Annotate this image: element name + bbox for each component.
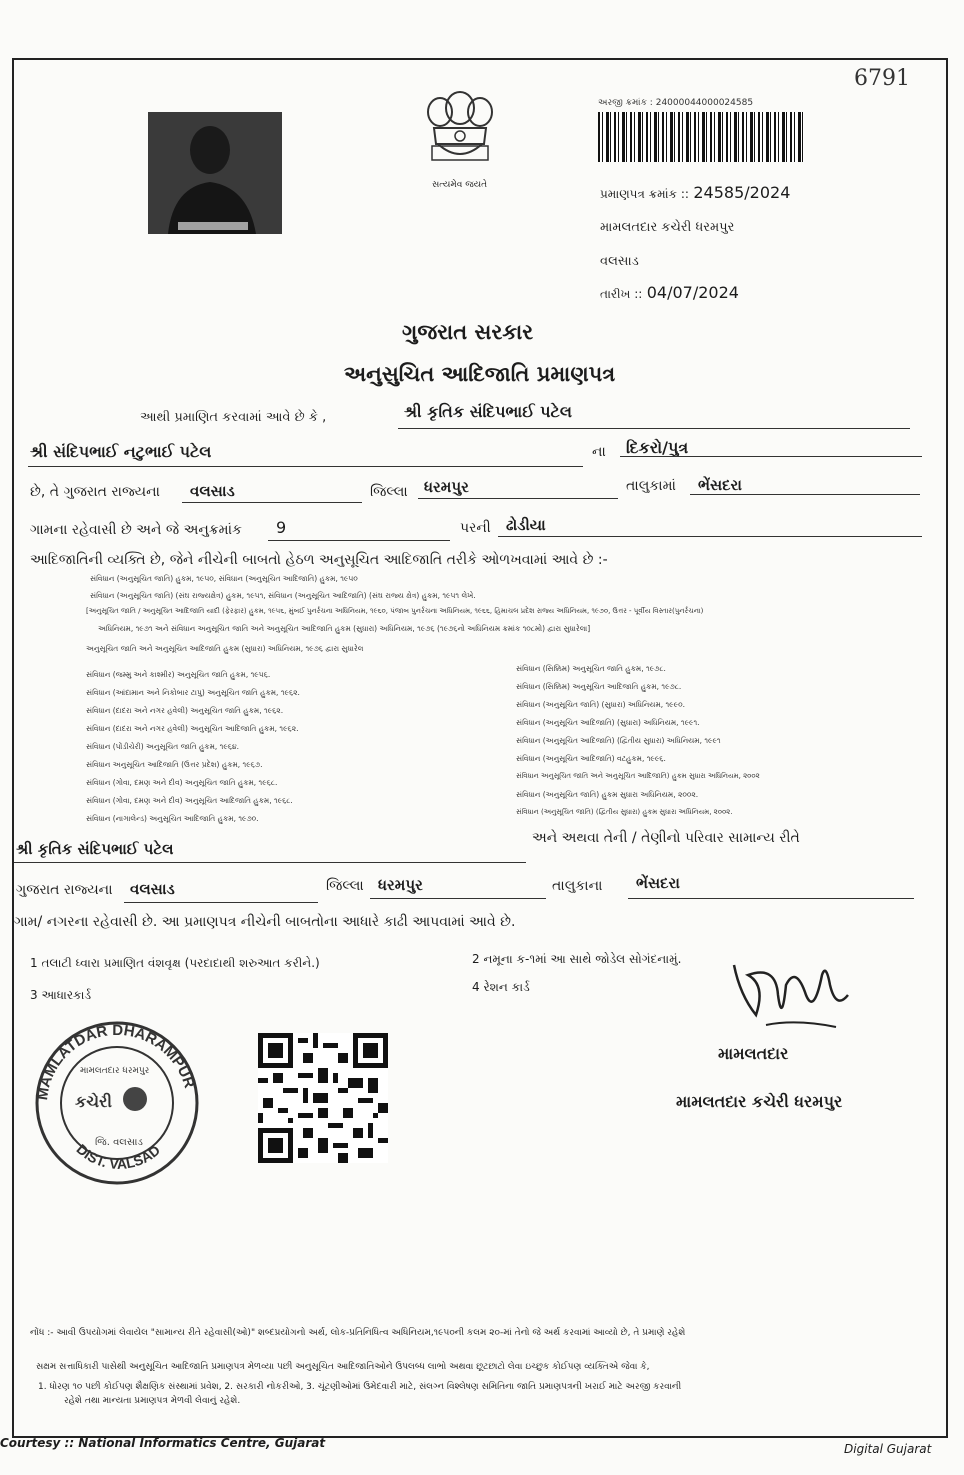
on-label: પરની <box>460 520 491 536</box>
underline <box>418 498 618 499</box>
header-district: વલસાડ <box>600 254 639 269</box>
government-title: ગુજરાત સરકાર <box>402 320 534 344</box>
order-line: સંવિધાન (અનુસૂચિત જાતિ) (સંઘ રાજ્યક્ષેત્ર) હુકમ, ૧૯૫૧, સંવિધાન (અનુસૂચિત આદિજાતિ) (સંઘ રાજ્ય ક્ષેત્ર) હુકમ, ૧૯૫૧ લેખે. <box>90 591 476 600</box>
document-item: 3 આધારકાર્ડ <box>30 988 92 1002</box>
seal-outer-text: MAMLATDAR DHARAMPUR <box>34 1021 198 1102</box>
certificate-title: અનુસુચિત આદિજાતિ પ્રમાણપત્ર <box>344 362 616 386</box>
underline <box>370 898 546 899</box>
order-right: સંવિધાન (અનુસૂચિત જાતિ) હુકમ સુધારા અધિનિયમ, ૨૦૦૨. <box>516 790 699 799</box>
underline <box>398 428 910 429</box>
order-left: સંવિધાન (દાદરા અને નગર હવેલી) અનુસૂચિત આદિજાતિ હુકમ, ૧૯૬૨. <box>86 724 299 733</box>
date: 04/07/2024 <box>646 283 739 302</box>
seal-bottom-text: DIST. VALSAD <box>73 1140 164 1173</box>
taluka-label-2: તાલુકાના <box>552 878 603 894</box>
signatory-designation: મામલતદાર <box>718 1044 789 1063</box>
district-label-2: જિલ્લા <box>326 878 364 894</box>
basis-sentence: ગામ/ નગરના રહેવાસી છે. આ પ્રમાણપત્ર નીચેની બાબતોના આધારે કાઢી આપવામાં આવે છે. <box>14 914 516 930</box>
person-name: શ્રી કૃતિક સંદિપભાઈ પટેલ <box>404 402 572 421</box>
order-left: સંવિધાન (દાદરા અને નગર હવેલી) અનુસૂચિત જાતિ હુકમ, ૧૯૬૨. <box>86 706 284 715</box>
order-left: સંવિધાન (જમ્મુ અને કાશ્મીર) અનુસૂચિત જાતિ હુકમ, ૧૯૫૬. <box>86 670 271 679</box>
application-no: 24000044000024585 <box>655 98 754 108</box>
document-item: 2 નમૂના ક-૧માં આ સાથે જોડેલ સોગંદનામું. <box>472 952 682 966</box>
document-item: 4 રેશન કાર્ડ <box>472 980 530 994</box>
certificate-no-label: પ્રમાણપત્ર ક્રમાંક :: <box>600 187 689 201</box>
state-prefix: છે, તે ગુજરાત રાજ્યના <box>30 484 160 500</box>
underline <box>14 862 526 863</box>
taluka-district-2: ધરમપુર <box>378 876 423 894</box>
serial-no: 9 <box>276 518 287 537</box>
state-prefix-2: ગુજરાત રાજ્યના <box>16 882 113 898</box>
barcode <box>598 112 804 162</box>
national-emblem-icon <box>418 84 502 188</box>
footer-line: 1. ધોરણ ૧૦ પછી કોઈપણ શૈક્ષણિક સંસ્થામાં પ્રવેશ, 2. સરકારી નોકરીઓ, 3. ચૂંટણીઓમાં ઉમેદવારી માટે, સંલગ્ન વિશ્લેષણ સમિતિના જાતિ પ્રમાણપત્રની ખરાઈ માટે અરજી કરવાની <box>38 1382 682 1392</box>
family-text: અને અથવા તેની / તેણીનો પરિવાર સામાન્ય રીતે <box>532 830 800 846</box>
district-2: વલસાડ <box>130 880 175 898</box>
order-line: સંવિધાન (અનુસૂચિત જાતિ) હુકમ, ૧૯૫૦, સંવિધાન (અનુસૂચિત આદિજાતિ) હુકમ, ૧૯૫૦ <box>90 574 358 583</box>
village: ભેંસદરા <box>698 476 742 494</box>
certificate-no: 24585/2024 <box>693 183 791 202</box>
order-right: સંવિધાન અનુસૂચિત જાતિ અને અનુસૂચિત આદિજાતિ) હુકમ સુધારા અધિનિયમ, ૨૦૦૨ <box>516 772 760 780</box>
person-name-2: શ્રી કૃતિક સંદિપભાઈ પટેલ <box>16 840 174 858</box>
order-right: સંવિધાન (સિક્કિમ) અનુસૂચિત જાતિ હુકમ, ૧૯૭૮. <box>516 664 666 673</box>
order-right: સંવિધાન (અનુસૂચિત આદિજાતિ) (દ્વિતીય સુધારા) અધિનિયમ, ૧૯૯૧ <box>516 736 721 745</box>
certify-prefix: આથી પ્રમાણિત કરવામાં આવે છે કે , <box>140 410 327 425</box>
order-line: અનુસૂચિત જાતિ અને અનુસૂચિત આદિજાતિ હુકમ (સુધારા) અધિનિયમ, ૧૯૭૬ દ્વારા સુધારેલ <box>86 644 364 653</box>
seal-district-text: જિ. વલસાડ <box>95 1137 143 1148</box>
application-no-label: અરજી ક્રમાંક : <box>598 98 653 108</box>
header-office: મામલતદાર કચેરી ધરમપુર <box>600 220 735 235</box>
seal-center-text: કચેરી <box>75 1092 112 1111</box>
order-left: સંવિધાન (આંદામાન અને નિકોબાર ટાપુ) અનુસૂચિત જાતિ હુકમ, ૧૯૬૨. <box>86 688 300 697</box>
seal-inner-text: મામલતદાર ધરમપુર <box>80 1066 150 1076</box>
order-left: સંવિધાન (પોંડીચેરી) અનુસૂચિત જાતિ હુકમ, ૧૯૬૪. <box>86 742 240 751</box>
underline <box>268 540 450 541</box>
signatory-office: મામલતદાર કચેરી ધરમપુર <box>676 1092 843 1111</box>
order-left: સંવિધાન (ગોવા, દમણ અને દીવ) અનુસૂચિત જાતિ હુકમ, ૧૯૬૮. <box>86 778 278 787</box>
svg-text:MAMLATDAR DHARAMPUR <box>34 1022 198 1101</box>
underline <box>620 456 922 457</box>
order-right: સંવિધાન (અનુસૂચિત જાતિ) (સુધારા) અધિનિયમ, ૧૯૯૦. <box>516 700 685 709</box>
applicant-photo <box>148 112 282 234</box>
relation: દિકરો/પુત્ર <box>626 438 689 457</box>
order-right: સંવિધાન (અનુસૂચિત આદિજાતિ) વટહુકમ, ૧૯૯૬. <box>516 754 666 763</box>
official-seal <box>25 1015 210 1185</box>
underline <box>498 536 922 537</box>
qr-code <box>258 1033 388 1163</box>
document-item: 1 તલાટી ધ્વારા પ્રમાણિત વંશવૃક્ષ (પરદાદાથી શરુઆત કરીને.) <box>30 956 320 970</box>
taluka-label: તાલુકામાં <box>626 478 676 494</box>
order-right: સંવિધાન (સિક્કિમ) અનુસૂચિત આદિજાતિ હુકમ, ૧૯૭૮. <box>516 682 682 691</box>
underline <box>690 494 920 495</box>
footer-line: રહેશે તથા માન્યતા પ્રમાણપત્ર મેળવી લેવાનું રહેશે. <box>64 1396 241 1406</box>
underline <box>28 466 583 467</box>
order-line: [અનુસૂચિત જાતિ / અનુસૂચિત આદિજાતિ યાદી (ફેરફાર) હુકમ, ૧૯૫૬, મુંબઈ પુનર્રચના અધિનિયમ, ૧૯૬૦, પંજાબ પુનર્રચના અધિનિયમ, ૧૯૬૬, હિમાચલ પ્રદેશ રાજ્ય અધિનિયમ, ૧૯૭૦, ઉત્તર - પૂર્વીય વિસ્તાર(પુનર્રચના) <box>86 607 704 615</box>
father-name: શ્રી સંદિપભાઈ નટુભાઈ પટેલ <box>30 442 212 461</box>
village-2: ભેંસદરા <box>636 874 680 892</box>
order-right: સંવિધાન (અનુસૂચિત જાતિ) (દ્વિતીય સુધારા) હુકમ સુધારા અધિનિયમ, ૨૦૦૨. <box>516 808 733 816</box>
order-left: સંવિધાન (ગોવા, દમણ અને દીવ) અનુસૂચિત આદિજાતિ હુકમ, ૧૯૬૮. <box>86 796 293 805</box>
resident-label: ગામના રહેવાસી છે અને જે અનુક્રમાંક <box>30 522 242 538</box>
taluka-district: ધરમપુર <box>424 478 469 496</box>
tribe: ઢોડીયા <box>506 516 546 534</box>
order-line: અધિનિયમ, ૧૯૭૧ અને સંવિધાન અનુસૂચિત જાતિ અને અનુસૂચિત આદિજાતિ હુકમ (સુધારા) અધિનિયમ, ૧૯૭૬ (૧૯૭૬નો અધિનિયમ ક્રમાંક ૧૦૮મો) દ્વારા સુધારેલા] <box>98 624 591 633</box>
signature <box>726 955 852 1035</box>
order-left: સંવિધાન અનુસૂચિત આદિજાતિ (ઉત્તર પ્રદેશ) હુકમ, ૧૯૬૭. <box>86 760 263 769</box>
emblem-motto: સત્યમેવ જયતે <box>432 180 488 190</box>
courtesy: Courtesy :: National Informatics Centre, Gujarat <box>0 1436 326 1450</box>
order-right: સંવિધાન (અનુસૂચિત આદિજાતિ) (સુધારા) અધિનિયમ, ૧૯૯૧. <box>516 718 700 727</box>
underline <box>182 502 362 503</box>
underline <box>628 898 914 899</box>
digital-gujarat: Digital Gujarat <box>844 1442 932 1456</box>
underline <box>124 902 318 903</box>
district-label: જિલ્લા <box>370 484 408 500</box>
footer-note: નોંધ :- આવી ઉપયોગમાં લેવાયેલ "સામાન્ય રીતે રહેવાસી(ઓ)" શબ્દપ્રયોગનો અર્થ, લોક-પ્રતિનિધિત્વ અધિનિયમ,૧૯૫૦ની કલમ ૨૦-માં તેનો જે અર્થ કરવામાં આવ્યો છે, તે પ્રમાણે રહેશે <box>30 1328 686 1338</box>
handwritten-number: 6791 <box>854 66 910 91</box>
district: વલસાડ <box>190 482 235 500</box>
of-label: ના <box>592 444 606 460</box>
order-left: સંવિધાન (નાગાલેન્ડ) અનુસૂચિત આદિજાતિ હુકમ, ૧૯૭૦. <box>86 814 259 823</box>
tribe-sentence: આદિજાતિની વ્યક્તિ છે, જેને નીચેની બાબતો હેઠળ અનુસૂચિત આદિજાતિ તરીકે ઓળખવામાં આવે છે :- <box>30 552 608 568</box>
footer-line: સક્ષમ સત્તાધિકારી પાસેથી અનુસૂચિત આદિજાતિ પ્રમાણપત્ર મેળવ્યા પછી અનુસૂચિત આદિજાતિઓને ઉપલબ્ધ લાભો અથવા છૂટછાટો લેવા ઇચ્છુક કોઈપણ વ્યક્તિએ જેવા કે, <box>36 1362 650 1372</box>
date-label: તારીખ :: <box>600 287 643 301</box>
